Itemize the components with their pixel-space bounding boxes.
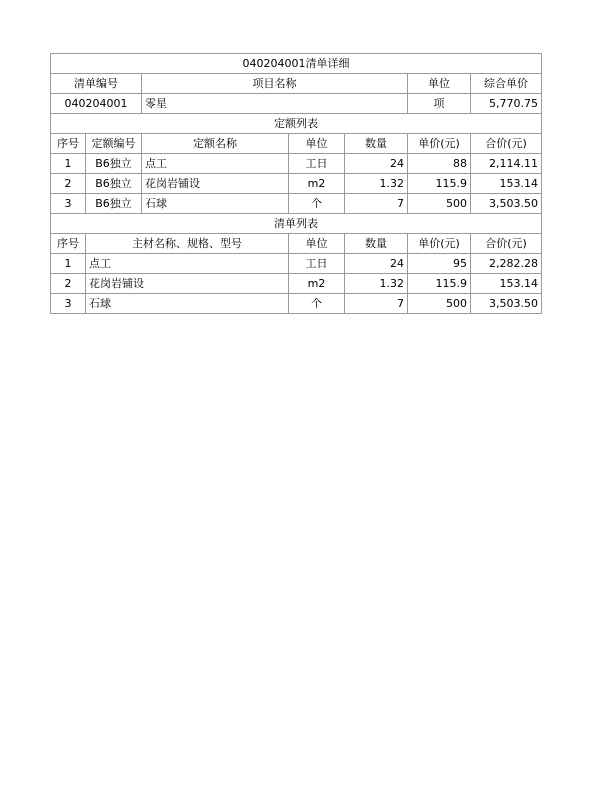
quantity: 7 (345, 294, 408, 314)
table-row (51, 274, 542, 294)
quantity: 24 (345, 154, 408, 174)
column-header: 定额名称 (142, 134, 289, 154)
unit: m2 (289, 174, 345, 194)
row-number: 1 (51, 154, 86, 174)
total-price: 2,282.28 (471, 254, 542, 274)
table-title: 040204001清单详细 (51, 54, 542, 74)
column-header: 主材名称、规格、型号 (86, 234, 289, 254)
materials-section-row (51, 214, 542, 234)
table-row (51, 154, 542, 174)
materials-section-title: 清单列表 (51, 214, 542, 234)
title-row (51, 54, 542, 74)
column-header: 合价(元) (471, 134, 542, 154)
material-name: 点工 (86, 254, 289, 274)
row-number: 3 (51, 194, 86, 214)
name-label: 项目名称 (142, 74, 408, 94)
unit-price: 500 (408, 194, 471, 214)
total-price: 3,503.50 (471, 194, 542, 214)
bill-code: 040204001 (51, 94, 142, 114)
total-price: 153.14 (471, 274, 542, 294)
quantity: 1.32 (345, 274, 408, 294)
quota-name: 花岗岩铺设 (142, 174, 289, 194)
table-row (51, 194, 542, 214)
bill-name: 零星 (142, 94, 408, 114)
header-value-row (51, 94, 542, 114)
table-row (51, 174, 542, 194)
materials-header-row (51, 234, 542, 254)
code-label: 清单编号 (51, 74, 142, 94)
unit-price: 115.9 (408, 274, 471, 294)
quota-section-row (51, 114, 542, 134)
row-number: 1 (51, 254, 86, 274)
column-header: 序号 (51, 134, 86, 154)
quota-code: B6独立 (86, 174, 142, 194)
unit: 工日 (289, 254, 345, 274)
unit: 工日 (289, 154, 345, 174)
row-number: 3 (51, 294, 86, 314)
header-label-row (51, 74, 542, 94)
column-header: 序号 (51, 234, 86, 254)
bill-price: 5,770.75 (471, 94, 542, 114)
quantity: 24 (345, 254, 408, 274)
price-label: 综合单价 (471, 74, 542, 94)
quota-code: B6独立 (86, 194, 142, 214)
quota-name: 点工 (142, 154, 289, 174)
total-price: 153.14 (471, 174, 542, 194)
row-number: 2 (51, 174, 86, 194)
unit-price: 95 (408, 254, 471, 274)
column-header: 数量 (345, 134, 408, 154)
unit: m2 (289, 274, 345, 294)
column-header: 定额编号 (86, 134, 142, 154)
total-price: 3,503.50 (471, 294, 542, 314)
table-row (51, 294, 542, 314)
quantity: 1.32 (345, 174, 408, 194)
quota-code: B6独立 (86, 154, 142, 174)
unit-price: 500 (408, 294, 471, 314)
column-header: 单价(元) (408, 234, 471, 254)
unit: 个 (289, 294, 345, 314)
material-name: 石球 (86, 294, 289, 314)
table-row (51, 254, 542, 274)
column-header: 单位 (289, 234, 345, 254)
unit-price: 88 (408, 154, 471, 174)
material-name: 花岗岩铺设 (86, 274, 289, 294)
column-header: 单位 (289, 134, 345, 154)
quota-header-row (51, 134, 542, 154)
bill-unit: 项 (408, 94, 471, 114)
row-number: 2 (51, 274, 86, 294)
bill-detail-table (50, 53, 542, 314)
total-price: 2,114.11 (471, 154, 542, 174)
quota-name: 石球 (142, 194, 289, 214)
quantity: 7 (345, 194, 408, 214)
column-header: 合价(元) (471, 234, 542, 254)
unit-label: 单位 (408, 74, 471, 94)
column-header: 单价(元) (408, 134, 471, 154)
unit-price: 115.9 (408, 174, 471, 194)
column-header: 数量 (345, 234, 408, 254)
quota-section-title: 定额列表 (51, 114, 542, 134)
unit: 个 (289, 194, 345, 214)
